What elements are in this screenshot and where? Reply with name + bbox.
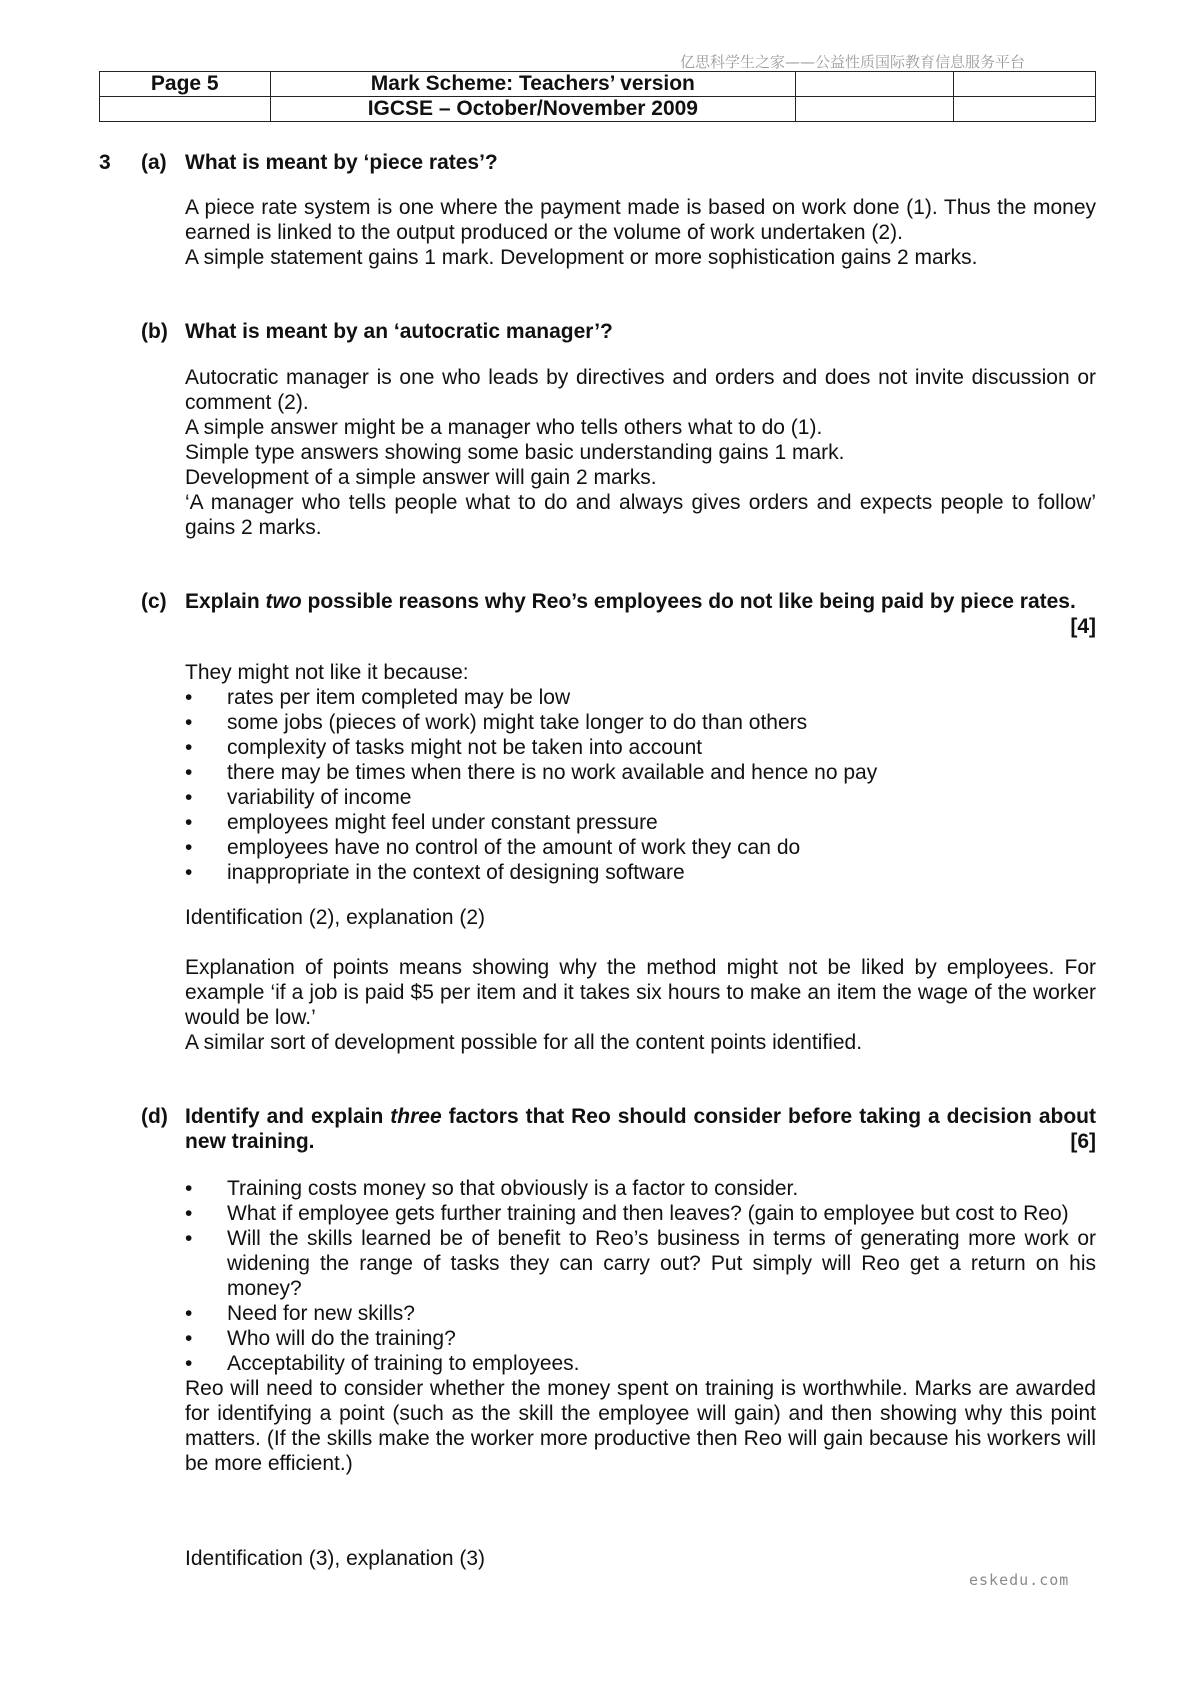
header-empty [953, 97, 1095, 122]
question-emphasis: three [390, 1105, 442, 1128]
header-title: Mark Scheme: Teachers’ version [270, 72, 796, 97]
question-number: 3 [99, 151, 111, 174]
watermark-bottom: eskedu.com [969, 1571, 1070, 1589]
list-item: • variability of income [185, 785, 1096, 810]
header-page: Page 5 [100, 72, 271, 97]
question-text: factors that Reo should consider before taking a decision about new training. [185, 1105, 1096, 1153]
answer-line: A simple answer might be a manager who tells others what to do (1). [185, 416, 823, 439]
answer-line: A piece rate system is one where the payment made is based on work done (1). Thus the money earned is linked to the output produced or the volume of work undertaken (2). [185, 196, 1096, 244]
list-item: • some jobs (pieces of work) might take longer to do than others [185, 710, 1096, 735]
answer-line: Autocratic manager is one who leads by directives and orders and does not invite discussion or comment (2). [185, 366, 1096, 414]
header-empty [100, 97, 271, 122]
list-item: • Acceptability of training to employees. [185, 1351, 1096, 1376]
question-text: possible reasons why Reo’s employees do not like being paid by piece rates. [301, 590, 1076, 613]
list-item: • Need for new skills? [185, 1301, 1096, 1326]
part-d-answer [185, 1176, 1096, 1476]
header-table [99, 71, 1096, 122]
list-item: • Who will do the training? [185, 1326, 1096, 1351]
question-text: Identify and explain [185, 1105, 391, 1128]
part-b-question: What is meant by an ‘autocratic manager’? [185, 320, 613, 343]
factors-list [185, 1176, 1096, 1376]
reasons-list [185, 685, 1096, 885]
part-d-allocation: Identification (3), explanation (3) [185, 1547, 485, 1570]
part-c-allocation: Identification (2), explanation (2) [185, 906, 485, 929]
list-item: • employees might feel under constant pressure [185, 810, 1096, 835]
question-text: Explain [185, 590, 266, 613]
part-b-answer [185, 365, 1096, 540]
question-emphasis: two [265, 590, 302, 613]
part-c-answer [185, 660, 1096, 885]
list-item: • inappropriate in the context of designing software [185, 860, 1096, 885]
part-a-label: (a) [141, 151, 167, 174]
list-item: • employees have no control of the amount of work they can do [185, 835, 1096, 860]
answer-line: A similar sort of development possible for all the content points identified. [185, 1031, 863, 1054]
part-d-label: (d) [141, 1105, 168, 1128]
answer-paragraph: Reo will need to consider whether the money spent on training is worthwhile. Marks are awarded for identifying a point (such as the skill the employee will gain) and then showing why this point matters. (If the skills make the worker more productive then Reo will gain because his workers will be more efficient.) [185, 1377, 1096, 1475]
header-paper [953, 72, 1095, 97]
part-c-label: (c) [141, 590, 167, 613]
part-b-label: (b) [141, 320, 168, 343]
watermark-top: 亿思科学生之家——公益性质国际教育信息服务平台 [680, 53, 1026, 71]
part-a-answer [185, 195, 1096, 270]
part-c-marks: [4] [1070, 615, 1096, 638]
list-item: • complexity of tasks might not be taken into account [185, 735, 1096, 760]
part-c-explanation [185, 955, 1096, 1055]
header-syllabus [796, 72, 953, 97]
header-empty [796, 97, 953, 122]
part-a-question: What is meant by ‘piece rates’? [185, 151, 498, 174]
part-c-question [185, 589, 1096, 639]
answer-intro: They might not like it because: [185, 661, 469, 684]
answer-line: A simple statement gains 1 mark. Development or more sophistication gains 2 marks. [185, 246, 978, 269]
part-d-marks: [6] [1070, 1130, 1096, 1153]
answer-line: Development of a simple answer will gain 2 marks. [185, 466, 657, 489]
part-d-question [185, 1104, 1096, 1154]
list-item: • Training costs money so that obviously is a factor to consider. [185, 1176, 1096, 1201]
answer-line: Explanation of points means showing why the method might not be liked by employees. For example ‘if a job is paid $5 per item and it takes six hours to make an item the wage of the worker would be low.’ [185, 956, 1096, 1029]
header-exam: IGCSE – October/November 2009 [270, 97, 796, 122]
list-item: • Will the skills learned be of benefit to Reo’s business in terms of generating more work or widening the range of tasks they can carry out? Put simply will Reo get a return on his money? [185, 1226, 1096, 1301]
answer-line: ‘A manager who tells people what to do and always gives orders and expects people to follow’ gains 2 marks. [185, 491, 1096, 539]
list-item: • there may be times when there is no work available and hence no pay [185, 760, 1096, 785]
list-item: • rates per item completed may be low [185, 685, 1096, 710]
list-item: • What if employee gets further training and then leaves? (gain to employee but cost to Reo) [185, 1201, 1096, 1226]
answer-line: Simple type answers showing some basic understanding gains 1 mark. [185, 441, 845, 464]
